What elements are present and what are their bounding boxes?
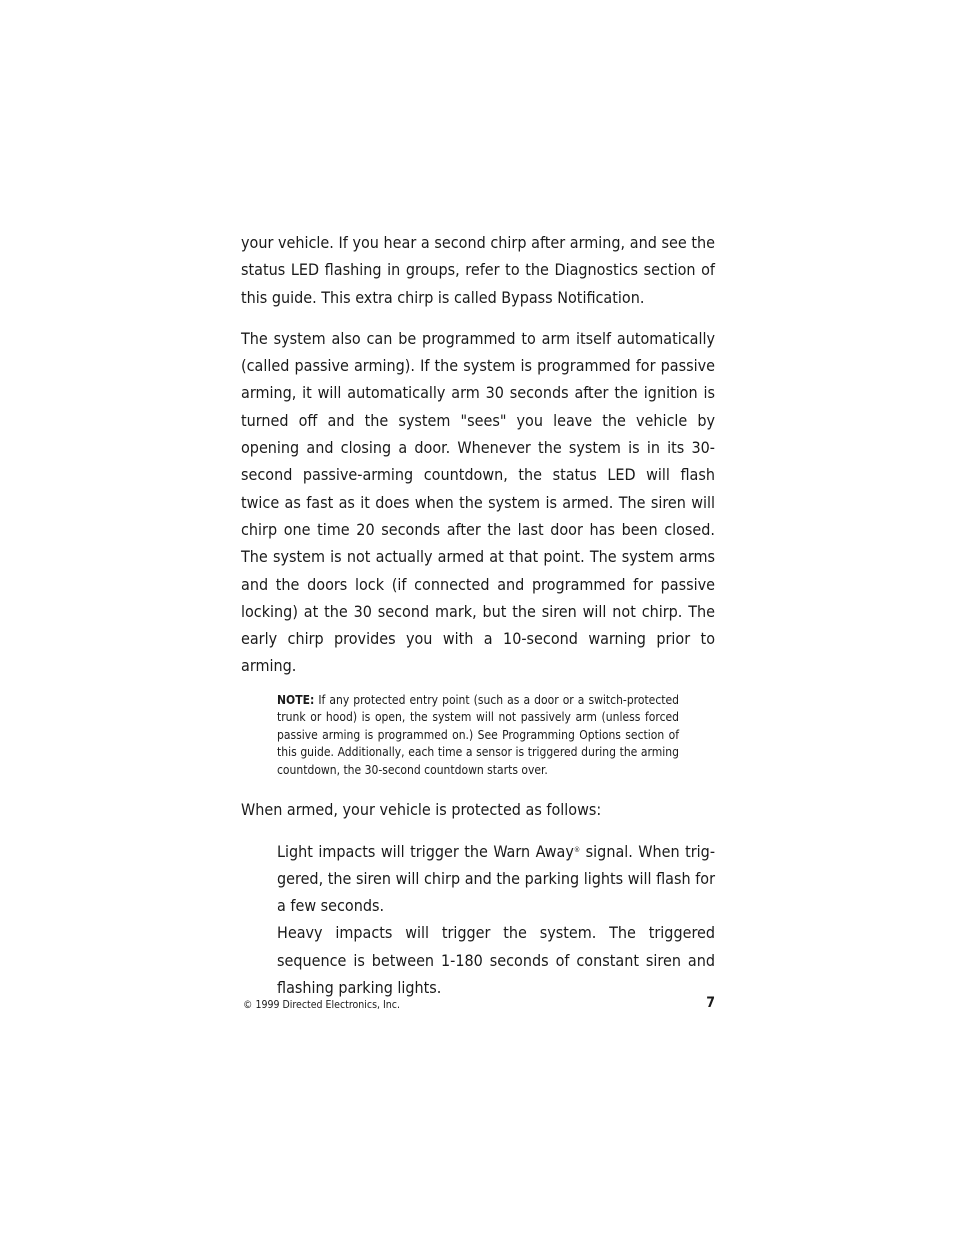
page-footer [243, 995, 715, 1015]
list-item-heavy-impacts: Heavy impacts will trigger the system. The triggered sequence is between 1-180 seconds of constant siren and flashing parking lights. [277, 923, 715, 998]
document-body [241, 229, 715, 1001]
copyright-notice: © 1999 Directed Electronics, Inc. [243, 999, 400, 1011]
list-item-light-impacts-post: signal. When triggered, the siren will chirp and the parking lights will flash for a few seconds. [277, 841, 716, 916]
list-item-light-impacts [277, 838, 715, 920]
list-item-light-impacts-pre: Light impacts will trigger the Warn Away [277, 841, 574, 861]
paragraph-bypass-notification: your vehicle. If you hear a second chirp after arming, and see the status LED flashing in groups, refer to the Diagnostics section of this guide. This extra chirp is called Bypass Notification. [241, 233, 715, 307]
paragraph-passive-arming: The system also can be programmed to arm itself automatically (called passive arming). If the system is programmed for passive arming, it will automatically arm 30 seconds after the ignition is turned off and the system "sees" you leave the vehicle by opening and closing a door. Whenever the system is in its 30-second passive-arming countdown, the status LED will flash twice as fast as it does when the system is armed. The siren will chirp one time 20 seconds after the last door has been closed. The system is not actually armed at that point. The system arms and the doors lock (if connected and programmed for passive locking) at the 30 second mark, but the siren will not chirp. The early chirp provides you with a 10-second warning prior to arming. [241, 328, 715, 676]
note-block [277, 692, 679, 780]
note-label: NOTE: [277, 692, 315, 707]
registered-mark: ® [573, 845, 581, 854]
paragraph-protection-intro: When armed, your vehicle is protected as follows: [241, 800, 602, 820]
page-number: 7 [706, 995, 715, 1011]
note-text: If any protected entry point (such as a door or a switch-protected trunk or hood) is open, the system will not passively arm (unless forced passive arming is programmed on.) See Programming Options section of this guide. Additionally, each time a sensor is triggered during the arming countdown, the 30-second countdown starts over. [277, 692, 679, 777]
